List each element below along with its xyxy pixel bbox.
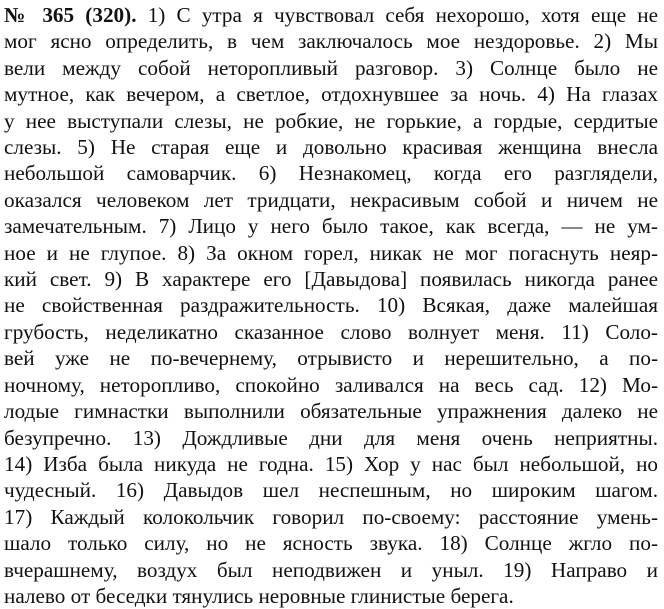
text-line-17: безупречно. 13) Дождливые дни для меня очень неприятны. [4,425,658,450]
text-line-19: чудесный. 16) Давыдов шел неспешным, но широким шагом. [4,478,658,503]
text-line-3: вели между собой неторопливый разговор. 3) Солнце было не [4,55,658,80]
text-line-1 [4,2,658,28]
text-line-12: не свойственная раздражительность. 10) Всякая, даже малейшая [4,293,658,318]
text-line-23: налево от беседки тянулись неровные глинистые берега. [4,583,514,608]
text-line-9: замечательным. 7) Лицо у него было такое, как всегда, — не ум- [4,214,658,239]
text-line-10: ное и не глупое. 8) За окном горел, никак не мог погаснуть неяр- [4,240,658,265]
text-line-11: кий свет. 9) В характере его [Давыдова] появилась никогда ранее [4,267,658,292]
text-line-14: вей уже не по-вечернему, отрывисто и нерешительно, а по- [4,346,658,371]
text-line-15: ночному, неторопливо, спокойно заливался на весь сад. 12) Мо- [4,372,658,397]
text-line-22: вчерашнему, воздух был неподвижен и уныл. 19) Направо и [4,557,658,582]
text-line-8: оказался человеком лет тридцати, некрасивым собой и ничем не [4,187,658,212]
text-line-7: небольшой самоварчик. 6) Незнакомец, когда его разглядели, [4,161,658,186]
text-line-13: грубость, неделикатно сказанное слово волнует меня. 11) Соло- [4,319,658,344]
text-line-20: 17) Каждый колокольчик говорил по-своему: расстояние умень- [4,504,658,529]
text-line-16: лодые гимнастки выполнили обязательные упражнения далеко не [4,399,658,424]
text-line-4: мутное, как вечером, а светлое, отдохнувшее за ночь. 4) На глазах [4,82,658,107]
text-line-21: шало только силу, но не ясность звука. 18) Солнце жгло по- [4,531,658,556]
text-line-2: мог ясно определить, в чем заключалось мое нездоровье. 2) Мы [4,29,658,54]
text-line-5: у нее выступали слезы, не робкие, не горькие, а гордые, сердитые [4,108,658,133]
exercise-number: № 365 (320). [4,3,137,27]
text-line-1-body: 1) С утра я чувствовал себя нехорошо, хотя еще не [147,3,658,27]
text-line-18: 14) Изба была никуда не годна. 15) Хор у нас был небольшой, но [4,451,658,476]
text-line-6: слезы. 5) Не старая еще и довольно красивая женщина внесла [4,135,658,160]
